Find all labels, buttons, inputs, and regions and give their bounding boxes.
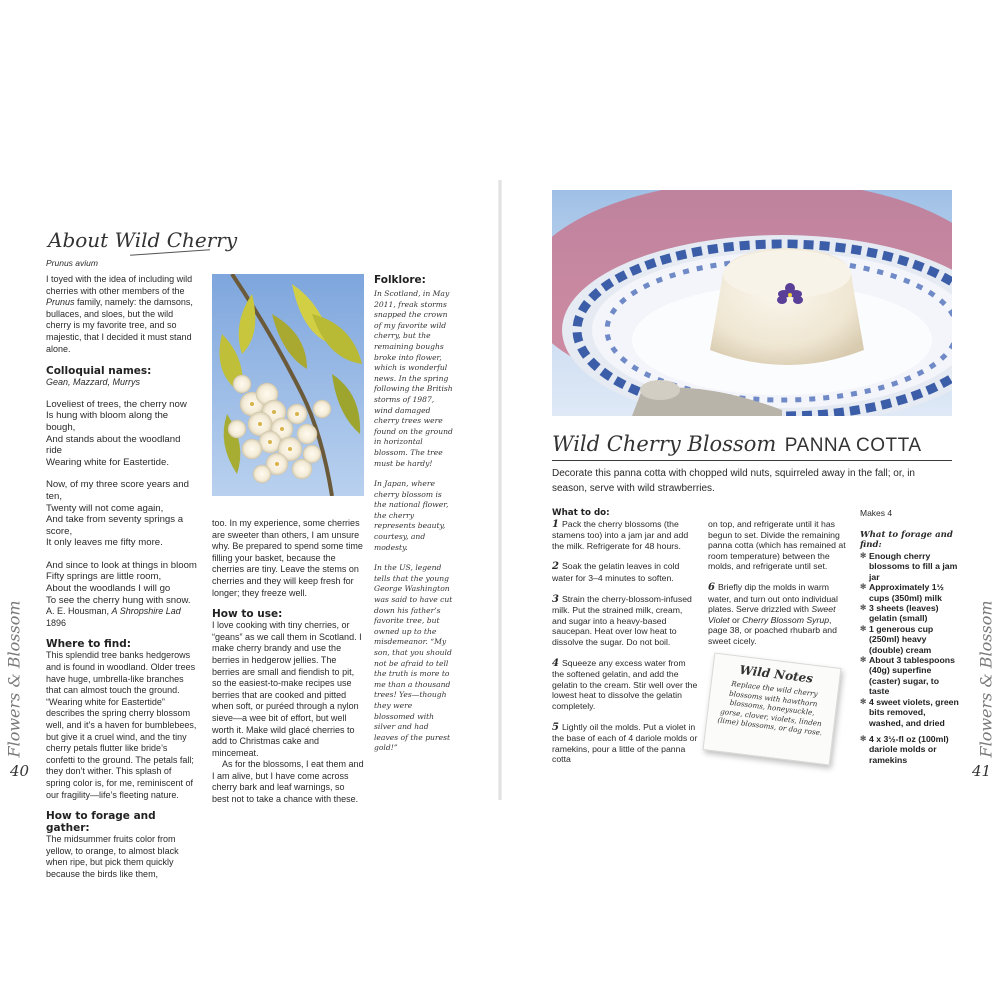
colloquial-heading: Colloquial names:	[46, 365, 152, 378]
wild-notes-card	[703, 653, 842, 766]
ingredient-item: ✻ 4 x 3½-fl oz (100ml) dariole molds or ramekins	[860, 734, 960, 765]
poem-stanza: Loveliest of trees, the cherry now Is hung with bloom along the bough, And stands about the woodland ride Wearing white for Eastertide.	[46, 398, 187, 468]
right-page	[502, 0, 1000, 1000]
forage-continued: too. In my experience, some cherries are sweeter than others, I am unsure why. Be prepared to spend some time filling your basket, because the cherries are tiny. Leave the stems on cherries and they will keep fresh for longer; they freeze well.	[212, 518, 363, 598]
left-page-number: 40	[10, 762, 30, 780]
recipe-intro: Decorate this panna cotta with chopped wild nuts, squirreled away in the fall; or, in season, serve with wild strawberries.	[552, 468, 915, 494]
recipe-title-script: Wild Cherry Blossom	[552, 432, 777, 456]
ingredient-item: ✻ About 3 tablespoons (40g) superfine (caster) sugar, to taste	[860, 655, 960, 697]
recipe-title	[552, 432, 922, 457]
recipe-step: 4 Squeeze any excess water from the softened gelatin, and add the gelatin to the cream. Stir well over the lowest heat to dissolve the gelatin completely.	[552, 657, 698, 711]
left-side-label: Flowers & Blossom	[4, 600, 24, 758]
folklore-paragraph: In Scotland, in May 2011, freak storms snapped the crown of my favorite wild cherry, but the remaining boughs broke into flower, which is wonderful news. In the spring following the British storms of 1987, wind damaged cherry trees were found on the ground in horizontal blossom. The tree must be hardy!	[374, 289, 453, 468]
title-rule	[552, 460, 952, 461]
left-column-2	[212, 518, 364, 806]
about-title: About Wild Cherry	[48, 228, 238, 252]
right-page-number: 41	[972, 762, 992, 780]
ingredients-column	[860, 508, 960, 765]
recipe-step: 1 Pack the cherry blossoms (the stamens too) into a jam jar and add the milk. Refrigerate for 48 hours.	[552, 518, 689, 551]
right-side-label: Flowers & Blossom	[976, 600, 996, 758]
poem-attribution: A. E. Housman, A Shropshire Lad 1896	[46, 606, 181, 628]
makes-text: Makes 4	[860, 508, 893, 518]
poem-stanza: Now, of my three score years and ten, Twenty will not come again, And take from seventy springs a score, It only leaves me fifty more.	[46, 479, 189, 549]
ingredient-item: ✻ Enough cherry blossoms to fill a jam jar	[860, 551, 960, 582]
panna-cotta-illustration	[552, 190, 952, 416]
cherry-blossom-illustration	[212, 274, 364, 496]
ingredient-item: ✻ 3 sheets (leaves) gelatin (small)	[860, 603, 960, 624]
use-text-2: As for the blossoms, I eat them and I am alive, but I have come across cherry bark and leaf warnings, so best not to take a chance with these.	[212, 759, 364, 805]
wild-notes-title: Wild Notes	[738, 662, 814, 686]
steps-column-2	[708, 519, 846, 657]
folklore-heading: Folklore:	[374, 274, 426, 286]
forage-text: The midsummer fruits color from yellow, to orange, to almost black when ripe, but pick them quickly because the birds like them,	[46, 834, 179, 879]
recipe-step: 2 Soak the gelatin leaves in cold water for 3–4 minutes to soften.	[552, 561, 680, 583]
poem-stanza: And since to look at things in bloom Fifty springs are little room, About the woodlands I will go To see the cherry hung with snow.	[46, 559, 197, 606]
cherry-blossom-photo	[212, 274, 364, 496]
recipe-title-caps: PANNA COTTA	[784, 435, 922, 456]
wild-notes-text: Replace the wild cherry blossoms with hawthorn blossoms, honeysuckle, gorse, clover, violets, linden (lime) blossoms, or dog rose.	[716, 678, 823, 738]
recipe-step: 6 Briefly dip the molds in warm water, and turn out onto individual plates. Serve drizzled with Sweet Violet or Cherry Blossom Syrup, page 38, or poached rhubarb and sweet cicely.	[708, 581, 838, 646]
ingredient-item: ✻ 4 sweet violets, green bits removed, washed, and dried	[860, 697, 960, 728]
left-column-1	[46, 274, 198, 881]
left-page	[0, 0, 498, 1000]
folklore-paragraph: In Japan, where cherry blossom is the national flower, the cherry represents beauty, courtesy, and modesty.	[374, 479, 449, 552]
recipe-step: 5 Lightly oil the molds. Put a violet in the base of each of 4 dariole molds or ramekins, pour a little of the panna cotta	[552, 721, 698, 765]
recipe-step: 3 Strain the cherry-blossom-infused milk. Put the strained milk, cream, and sugar into a heavy-based saucepan. Heat over low heat to dissolve the sugar. Do not boil.	[552, 593, 692, 647]
latin-name: Prunus avium	[46, 258, 98, 268]
forage-heading: How to forage and gather:	[46, 810, 156, 835]
use-text: I love cooking with tiny cherries, or “geans” as we call them in Scotland. I make cherry brandy and use the berries in hedgerow jellies. The berries are small and fiendish to pit, so the easiest-to-make recipes use berries that are cooked and pitted when soft, or puréed through a nylon sieve—a wee bit of effort, but well worth it. Make wild glacé cherries to add to Christmas cake and mincemeat.	[212, 620, 362, 758]
folklore-paragraph: In the US, legend tells that the young George Washington was said to have cut down his father’s favorite tree, but owned up to the misdemeanor. “My son, that you should not be afraid to tell the truth is more to me than a thousand trees! Yes—though they were blossomed with silver and had leaves of the purest gold!”	[374, 563, 453, 753]
where-text: This splendid tree banks hedgerows and is found in woodland. Older trees have huge, umbrella-like branches that can almost touch the ground. “Wearing white for Eastertide” describes the spring cherry blossom well, and it’s a haven for bumblebees, but give it a cruel wind, and the tiny cherry petals flutter like bride’s confetti to the ground. The petals fall; they don’t wither. This splash of spring color is, for me, reminiscent of our fragility—life’s fleeting nature.	[46, 650, 197, 800]
step5-continued: on top, and refrigerate until it has begun to set. Divide the remaining panna cotta (which has remained at room temperature) between the molds, and refrigerate until set.	[708, 519, 846, 572]
panna-cotta-photo	[552, 190, 952, 416]
folklore-column	[374, 274, 454, 754]
where-heading: Where to find:	[46, 638, 131, 651]
steps-column-1	[552, 508, 698, 775]
what-to-do-heading: What to do:	[552, 508, 610, 518]
colloquial-names: Gean, Mazzard, Murrys	[46, 377, 141, 388]
use-heading: How to use:	[212, 608, 283, 621]
forage-find-heading: What to forage and find:	[860, 530, 953, 550]
ingredient-item: ✻ 1 generous cup (250ml) heavy (double) cream	[860, 624, 960, 655]
intro-paragraph: I toyed with the idea of including wild cherries with other members of the Prunus family, namely: the damsons, bullaces, and sloes, but the wild cherry is my favorite tree, and so majestic, that I decided it must stand alone.	[46, 274, 193, 354]
ingredient-list	[860, 551, 960, 765]
ingredient-item: ✻ Approximately 1½ cups (350ml) milk	[860, 582, 960, 603]
